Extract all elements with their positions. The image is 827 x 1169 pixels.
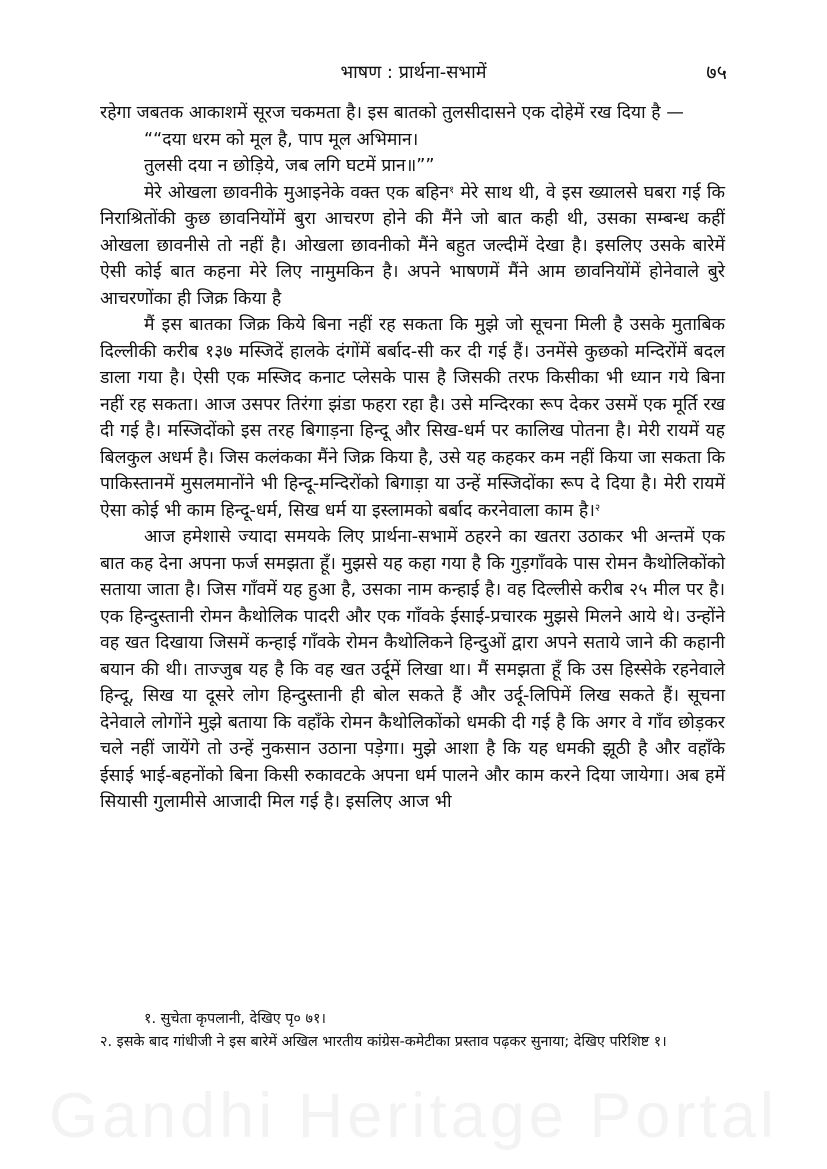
doha-verse bbox=[100, 127, 725, 180]
paragraph-2-text-a: मेरे ओखला छावनीके मुआइनेके वक्त एक बहिन bbox=[144, 182, 450, 203]
paragraph-3 bbox=[100, 312, 725, 524]
footnote-1: १. सुचेता कृपलानी, देखिए पृ० ७१। bbox=[144, 1011, 326, 1027]
body-text bbox=[100, 100, 725, 816]
paragraph-2 bbox=[100, 180, 725, 313]
footnote-2: २. इसके बाद गांधीजी ने इस बारेमें अखिल भारतीय कांग्रेस-कमेटीका प्रस्ताव पढ़कर सुनाया; देखिए परिशिष्ट १। bbox=[100, 1034, 667, 1050]
paragraph-4: आज हमेशासे ज्यादा समयके लिए प्रार्थना-सभामें ठहरने का खतरा उठाकर भी अन्तमें एक बात कह देना अपना फर्ज समझता हूँ। मुझसे यह कहा गया है कि गुड़गाँवके पास रोमन कैथोलिकोंको सताया जाता है। जिस गाँवमें यह हुआ है, उसका नाम कन्हाई है। वह दिल्लीसे करीब २५ मील पर है। एक हिन्दुस्तानी रोमन कैथोलिक पादरी और एक गाँवके ईसाई-प्रचारक मुझसे मिलने आये थे। उन्होंने वह खत दिखाया जिसमें कन्हाई गाँवके रोमन कैथोलिकने हिन्दुओं द्वारा अपने सताये जाने की कहानी बयान की थी। ताज्जुब यह है कि वह खत उर्दूमें लिखा था। मैं समझता हूँ कि उस हिस्सेके रहनेवाले हिन्दू, सिख या दूसरे लोग हिन्दुस्तानी ही बोल सकते हैं और उर्दू-लिपिमें लिख सकते हैं। सूचना देनेवाले लोगोंने मुझे बताया कि वहाँके रोमन कैथोलिकोंको धमकी दी गई है कि अगर वे गाँव छोड़कर चले नहीं जायेंगे तो उन्हें नुकसान उठाना पड़ेगा। मुझे आशा है कि यह धमकी झूठी है और वहाँके ईसाई भाई-बहनोंको बिना किसी रुकावटके अपना धर्म पालने और काम करने दिया जायेगा। अब हमें सियासी गुलामीसे आजादी मिल गई है। इसलिए आज भी bbox=[100, 527, 725, 812]
verse-line-1: ““दया धरम को मूल है, पाप मूल अभिमान। bbox=[144, 129, 419, 150]
footnote-ref-2[interactable]: २ bbox=[594, 502, 601, 514]
watermark-text: Gandhi Heritage Portal bbox=[49, 1081, 778, 1151]
footnote-ref-1[interactable]: १ bbox=[449, 184, 455, 196]
paragraph-1: रहेगा जबतक आकाशमें सूरज चकमता है। इस बातको तुलसीदासने एक दोहेमें रख दिया है — bbox=[100, 103, 684, 123]
footnotes bbox=[100, 1008, 730, 1054]
page-number: ७५ bbox=[706, 60, 727, 84]
verse-line-2: तुलसी दया न छोड़िये, जब लगि घटमें प्रान॥”” bbox=[144, 156, 435, 176]
running-title: भाषण : प्रार्थना-सभामें bbox=[340, 62, 487, 83]
paragraph-3-text: मैं इस बातका जिक्र किये बिना नहीं रह सकता कि मुझे जो सूचना मिली है उसके मुताबिक दिल्लीकी करीब १३७ मस्जिदें हालके दंगोंमें बर्बाद-सी कर दी गई हैं। उनमेंसे कुछको मन्दिरोंमें बदल डाला गया है। ऐसी एक मस्जिद कनाट प्लेसके पास है जिसकी तरफ किसीका भी ध्यान गये बिना नहीं रह सकता। आज उसपर तिरंगा झंडा फहरा रहा है। उसे मन्दिरका रूप देकर उसमें एक मूर्ति रख दी गई है। मस्जिदोंको इस तरह बिगाड़ना हिन्दू और सिख-धर्म पर कालिख पोतना है। मेरी रायमें यह बिलकुल अधर्म है। जिस कलंकका मैंने जिक्र किया है, उसे यह कहकर कम नहीं किया जा सकता कि पाकिस्तानमें मुसलमानोंने भी हिन्दू-मन्दिरोंको बिगाड़ा या उन्हें मस्जिदोंका रूप दे दिया है। मेरी रायमें ऐसा कोई भी काम हिन्दू-धर्म, सिख धर्म या इस्लामको बर्बाद करनेवाला काम है। bbox=[100, 315, 725, 521]
page-header bbox=[100, 58, 727, 88]
paragraph-2-text-b: मेरे साथ थी, वे इस ख्यालसे घबरा गई कि निराश्रितोंकी कुछ छावनियोंमें बुरा आचरण होने की मैंने जो बात कही थी, उसका सम्बन्ध कहीं ओखला छावनीसे तो नहीं है। ओखला छावनीको मैंने बहुत जल्दीमें देखा है। इसलिए उसके बारेमें ऐसी कोई बात कहना मेरे लिए नामुमकिन है। अपने भाषणमें मैंने आम छावनियोंमें होनेवाले बुरे आचरणोंका ही जिक्र किया है bbox=[100, 182, 726, 309]
